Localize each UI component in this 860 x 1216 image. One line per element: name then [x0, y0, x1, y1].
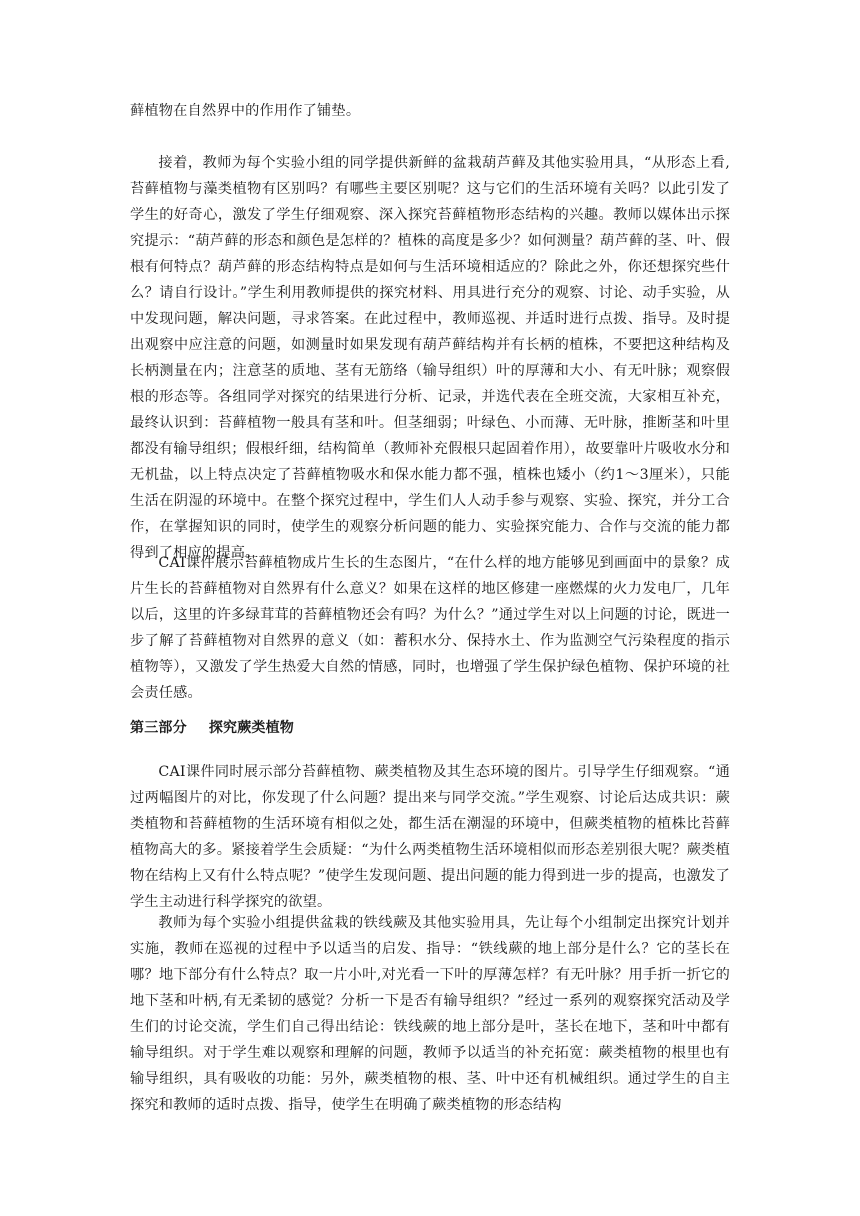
paragraph-5: 教师为每个实验小组提供盆栽的铁线蕨及其他实验用具，先让每个小组制定出探究计划并实施，教师在巡视的过程中予以适当的启发、指导：“铁线蕨的地上部分是什么？它的茎长在哪？地下部分有什么特点？取一片小叶,对光看一下叶的厚薄怎样？有无叶脉？用手折一折它的地下茎和叶柄,有无柔韧的感觉？分析一下是否有输导组织？”经过一系列的观察探究活动及学生们的讨论交流，学生们自己得出结论：铁线蕨的地上部分是叶，茎长在地下，茎和叶中都有输导组织。对于学生难以观察和理解的问题，教师予以适当的补充拓宽：蕨类植物的根里也有输导组织，具有吸收的功能：另外，蕨类植物的根、茎、叶中还有机械组织。通过学生的自主探究和教师的适时点拨、指导，使学生在明确了蕨类植物的形态结构	[130, 915, 730, 1113]
section-heading	[130, 715, 730, 741]
section-number: 第三部分	[130, 720, 187, 736]
paragraph-2: 接着，教师为每个实验小组的同学提供新鲜的盆栽葫芦藓及其他实验用具，“从形态上看,苔藓植物与藻类植物有区别吗？有哪些主要区别呢？这与它们的生活环境有关吗？以此引发了学生的好奇心，激发了学生仔细观察、深入探究苔藓植物形态结构的兴趣。教师以媒体出示探究提示：“葫芦藓的形态和颜色是怎样的？植株的高度是多少？如何测量？葫芦藓的茎、叶、假根有何特点？葫芦藓的形态结构特点是如何与生活环境相适应的？除此之外，你还想探究些什么？请自行设计。”学生利用教师提供的探究材料、用具进行充分的观察、讨论、动手实验，从中发现问题，解决问题，寻求答案。在此过程中，教师巡视、并适时进行点拨、指导。及时提出观察中应注意的问题，如测量时如果发现有葫芦藓结构并有长柄的植株，不要把这种结构及长柄测量在内；注意茎的质地、茎有无筋络（输导组织）叶的厚薄和大小、有无叶脉；观察假根的形态等。各组同学对探究的结果进行分析、记录，并选代表在全班交流，大家相互补充，最终认识到：苔藓植物一般具有茎和叶。但茎细弱；叶绿色、小而薄、无叶脉，推断茎和叶里都没有输导组织；假根纤细，结构简单（教师补充假根只起固着作用），故要靠叶片吸收水分和无机盐，以上特点决定了苔藓植物吸水和保水能力都不强，植株也矮小（约1～3厘米），只能生活在阴湿的环境中。在整个探究过程中，学生们人人动手参与观察、实验、探究，并分工合作，在掌握知识的同时，使学生的观察分析问题的能力、实验探究能力、合作与交流的能力都得到了相应的提高。	[130, 155, 730, 561]
paragraph-3: CAI课件展示苔藓植物成片生长的生态图片，“在什么样的地方能够见到画面中的景象？成片生长的苔藓植物对自然界有什么意义？如果在这样的地区修建一座燃煤的火力发电厂，几年以后，这里的许多绿茸茸的苔藓植物还会有吗？为什么？”通过学生对以上问题的讨论，既进一步了解了苔藓植物对自然界的意义（如：蓄积水分、保持水土、作为监测空气污染程度的指示植物等），又激发了学生热爱大自然的情感，同时，也增强了学生保护绿色植物、保护环境的社会责任感。	[130, 555, 730, 701]
paragraph-4: CAI课件同时展示部分苔藓植物、蕨类植物及其生态环境的图片。引导学生仔细观察。“通过两幅图片的对比，你发现了什么问题？提出来与同学交流。”学生观察、讨论后达成共识：蕨类植物和苔藓植物的生活环境有相似之处，都生活在潮湿的环境中，但蕨类植物的植株比苔藓植物高大的多。紧接着学生会质疑：“为什么两类植物生活环境相似而形态差别很大呢？蕨类植物在结构上又有什么特点呢？”使学生发现问题、提出问题的能力得到进一步的提高，也激发了学生主动进行科学探究的欲望。	[130, 764, 730, 910]
paragraph-1: 藓植物在自然界中的作用作了铺垫。	[130, 103, 361, 119]
section-title: 探究蕨类植物	[208, 720, 295, 736]
